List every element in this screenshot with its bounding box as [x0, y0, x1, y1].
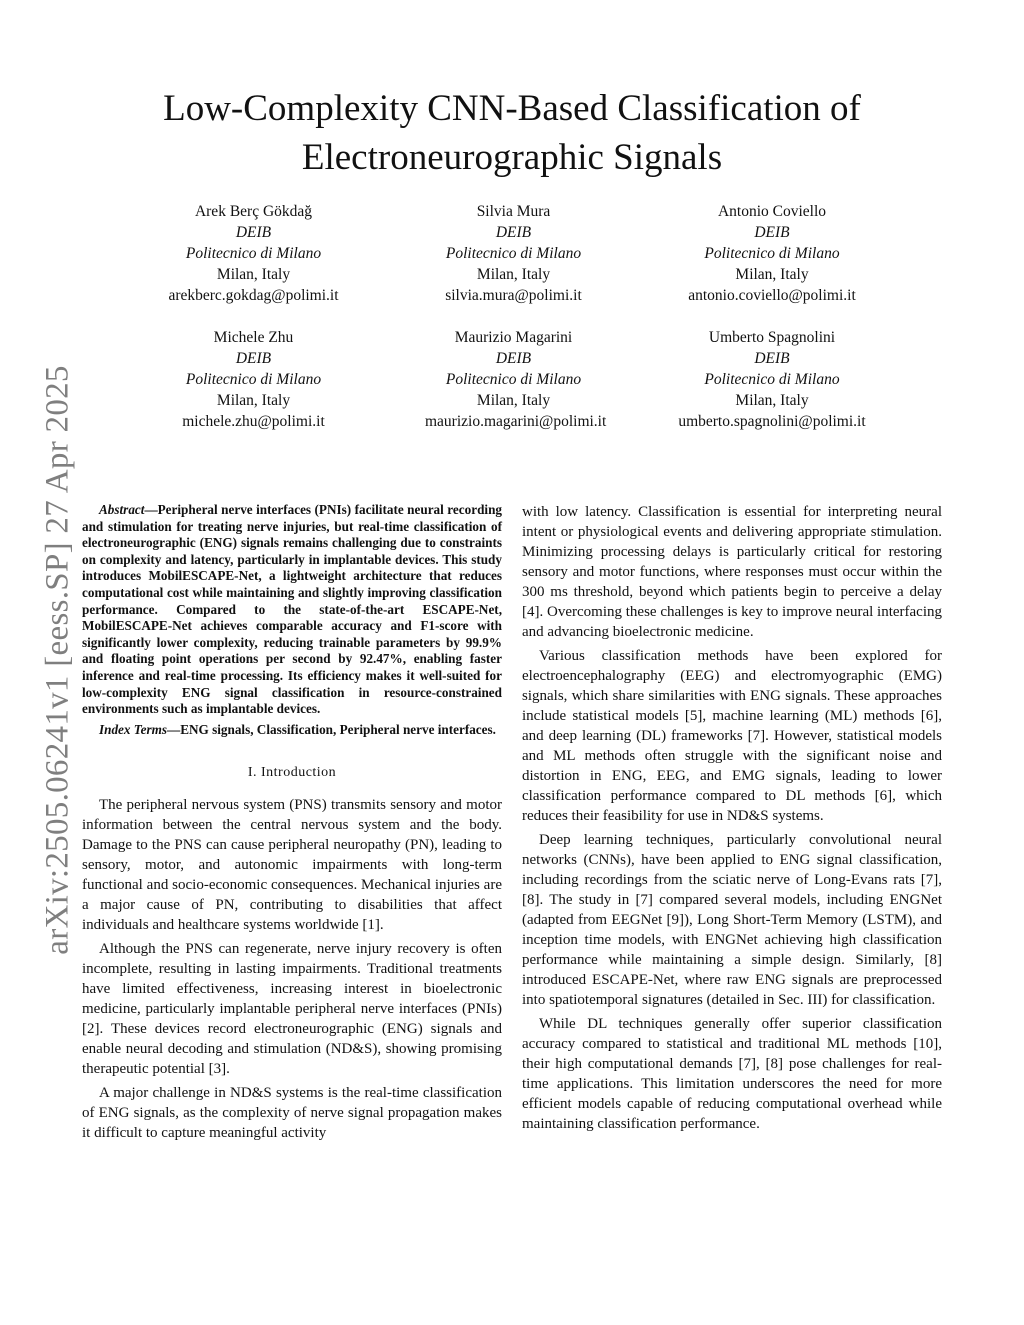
- author-email: antonio.coviello@polimi.it: [688, 287, 856, 304]
- author-institution: Politecnico di Milano: [704, 245, 840, 262]
- author-dept: DEIB: [495, 224, 532, 241]
- author-dept: DEIB: [754, 350, 790, 367]
- author-card: [425, 327, 607, 432]
- author-city: Milan, Italy: [476, 266, 551, 283]
- author-institution: Politecnico di Milano: [445, 371, 582, 388]
- author-city: Milan, Italy: [735, 266, 809, 283]
- author-dept: DEIB: [235, 350, 272, 367]
- author-name: Antonio Coviello: [717, 203, 827, 220]
- author-city: Milan, Italy: [735, 392, 809, 409]
- right-column: [522, 502, 942, 1134]
- author-email: maurizio.magarini@polimi.it: [425, 413, 607, 430]
- author-email: silvia.mura@polimi.it: [445, 287, 582, 304]
- author-city: Milan, Italy: [216, 392, 291, 409]
- author-institution: Politecnico di Milano: [445, 245, 582, 262]
- abstract-text: —Peripheral nerve interfaces (PNIs) facilitate neural recording and stimulation for treating nerve injuries, but real-time classification of electroneurographic (ENG) signals remains challenging due to constraints on complexity and latency, particularly in implantable devices. This study introduces MobilESCAPE-Net, a lightweight architecture that reduces computational cost while maintaining and slightly improving classification performance. Compared to the state-of-the-art ESCAPE-Net, MobilESCAPE-Net achieves comparable accuracy and F1-score with significantly lower complexity, reducing trainable parameters by 99.9% and floating point operations per second by 92.47%, enabling faster inference and real-time processing. Its efficiency makes it well-suited for low-complexity ENG signal classification in resource-constrained environments such as implantable devices.: [82, 502, 502, 717]
- author-email: michele.zhu@polimi.it: [182, 413, 325, 430]
- index-terms-text: —ENG signals, Classification, Peripheral nerve interfaces.: [167, 721, 496, 737]
- author-card: [602, 327, 942, 432]
- author-card: [82, 327, 425, 432]
- author-city: Milan, Italy: [476, 392, 551, 409]
- index-terms-label: Index Terms: [99, 721, 168, 737]
- author-card: [602, 201, 942, 306]
- arxiv-identifier: arXiv:2505.06241v1 [eess.SP] 27 Apr 2025: [39, 365, 76, 955]
- abstract-label: Abstract: [99, 502, 145, 517]
- body-paragraph: While DL techniques generally offer superior classification accuracy compared to statistical and traditional ML methods [10], their high computational demands [7], [8] pose challenges for real-time applications. This limitation underscores the need for more efficient models capable of reducing computational overhead while maintaining classification performance.: [522, 1016, 942, 1132]
- body-paragraph: Various classification methods have been explored for electroencephalography (EEG) and electromyographic (EMG) signals, which share similarities with ENG signals. These approaches include statistical models [5], machine learning (ML) methods [6], and deep learning (DL) frameworks [7]. However, statistical models and ML methods often struggle with the significant noise and distortion in ENG, EEG, and EMG signals, leading to lower classification performance compared to DL methods [6], which reduces their feasibility for use in ND&S systems.: [522, 648, 942, 824]
- author-institution: Politecnico di Milano: [185, 245, 322, 262]
- paper-title: Low-Complexity CNN-Based Classification of Electroneurographic Signals: [163, 88, 861, 178]
- body-paragraph: A major challenge in ND&S systems is the real-time classification of ENG signals, as the complexity of nerve signal propagation makes it difficult to capture meaningful activity: [82, 1085, 502, 1142]
- author-email: arekberc.gokdag@polimi.it: [168, 287, 339, 304]
- author-card: [82, 201, 425, 306]
- body-paragraph: Deep learning techniques, particularly convolutional neural networks (CNNs), have been applied to ENG signal classification, including recordings from the sciatic nerve of Long-Evans rats [7], [8]. The study in [7] compared several models, including ENGNet (adapted from EEGNet [9]), Long Short-Term Memory (LSTM), and inception time models, with ENGNet achieving high classification performance while maintaining a simple design. Similarly, [8] introduced ESCAPE-Net, where raw ENG signals are preprocessed into spatiotemporal signatures (detailed in Sec. III) for classification.: [522, 832, 942, 1008]
- author-name: Maurizio Magarini: [454, 329, 573, 346]
- abstract: [82, 502, 502, 718]
- author-name: Arek Berç Gökdağ: [194, 203, 313, 220]
- author-dept: DEIB: [754, 224, 790, 241]
- author-card: [425, 201, 602, 306]
- body-paragraph: Although the PNS can regenerate, nerve injury recovery is often incomplete, resulting in lasting impairments. Traditional treatments have limited effectiveness, increasing interest in bioelectronic medicine, particularly implantable peripheral nerve interfaces (PNIs) [2]. These devices record electroneurographic (ENG) signals and enable neural decoding and stimulation (ND&S), showing promising therapeutic potential [3].: [82, 941, 502, 1078]
- author-name: Silvia Mura: [476, 203, 551, 220]
- author-email: umberto.spagnolini@polimi.it: [678, 413, 866, 430]
- section-heading: I. Introduction: [247, 765, 337, 781]
- author-name: Umberto Spagnolini: [708, 329, 836, 346]
- author-name: Michele Zhu: [213, 329, 294, 346]
- author-institution: Politecnico di Milano: [704, 371, 840, 388]
- author-dept: DEIB: [235, 224, 272, 241]
- author-dept: DEIB: [495, 350, 532, 367]
- left-column: [82, 502, 502, 1143]
- author-block: [82, 201, 942, 432]
- author-institution: Politecnico di Milano: [185, 371, 322, 388]
- body-paragraph: The peripheral nervous system (PNS) transmits sensory and motor information between the central nervous system and the body. Damage to the PNS can cause peripheral neuropathy (PN), leading to sensory, motor, and autonomic impairments with long-term functional and socio-economic consequences. Mechanical injuries are a major cause of PN, contributing to disabilities that affect individuals and healthcare systems worldwide [1].: [82, 797, 502, 934]
- index-terms: [82, 722, 502, 739]
- author-city: Milan, Italy: [216, 266, 291, 283]
- body-paragraph-continuation: with low latency. Classification is essential for interpreting neural intent or physiological events and delivering appropriate stimulation. Minimizing processing delays is particularly critical for restoring sensory and motor functions, where responses must occur within the 300 ms threshold, beyond which patients begin to perceive a delay [4]. Overcoming these challenges is key to improve neural interfacing and advancing bioelectronic medicine.: [522, 504, 942, 640]
